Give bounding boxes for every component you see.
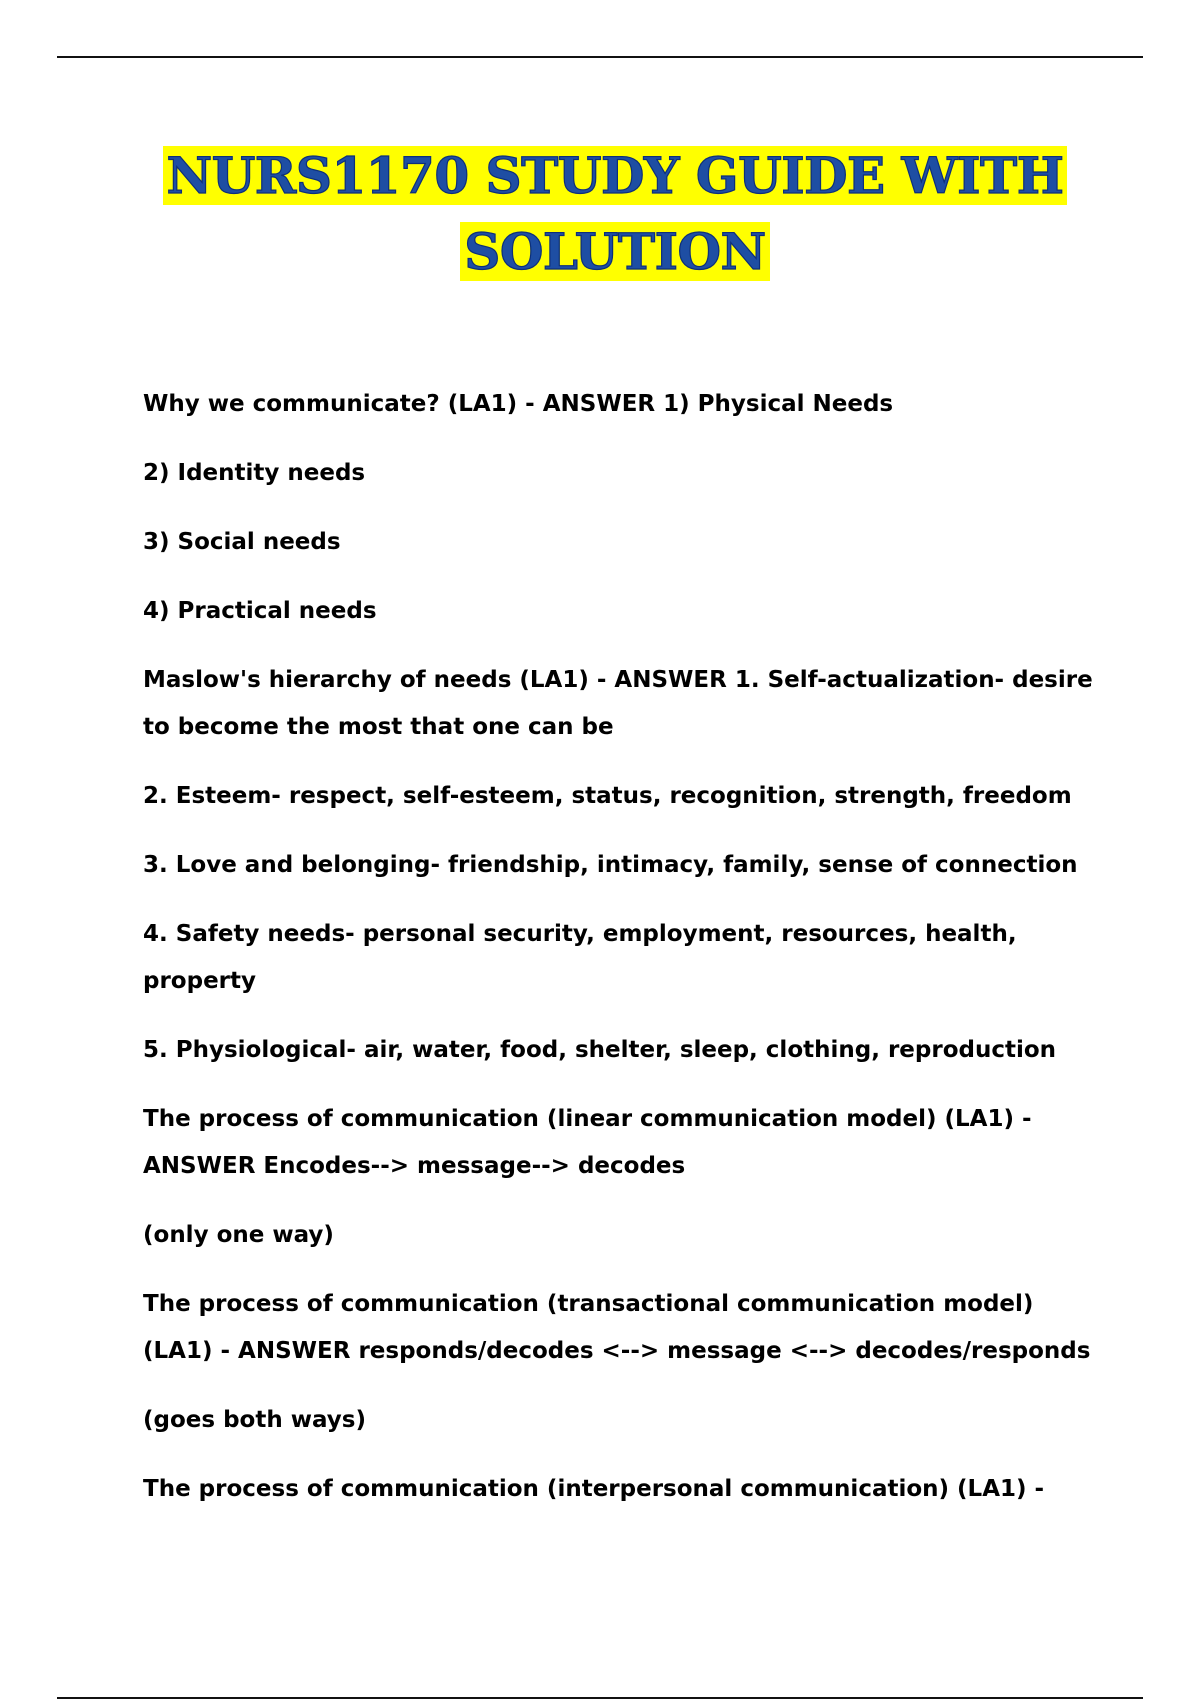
title-line-2: SOLUTION [460, 222, 770, 281]
paragraph: (only one way) [143, 1222, 334, 1248]
paragraph: 4. Safety needs- personal security, employment, resources, health, property [143, 921, 1017, 994]
title-line-1: NURS1170 STUDY GUIDE WITH [163, 146, 1068, 205]
paragraph: Maslow's hierarchy of needs (LA1) - ANSWER 1. Self-actualization- desire to become the most that one can be [143, 667, 1093, 740]
paragraph: 2) Identity needs [143, 460, 366, 486]
footer-rule [57, 1697, 1143, 1699]
paragraph: (goes both ways) [143, 1407, 366, 1433]
document-title [120, 138, 1110, 290]
paragraph: 3) Social needs [143, 529, 341, 555]
paragraph: 2. Esteem- respect, self-esteem, status, recognition, strength, freedom [143, 783, 1072, 809]
paragraph: 4) Practical needs [143, 598, 377, 624]
header-rule [57, 56, 1143, 58]
paragraph: The process of communication (linear communication model) (LA1) - ANSWER Encodes--> message--> decodes [143, 1106, 1032, 1179]
document-body [143, 381, 1103, 1535]
paragraph: The process of communication (interpersonal communication) (LA1) - [143, 1476, 1045, 1502]
paragraph: The process of communication (transactional communication model) (LA1) - ANSWER responds/decodes <--> message <--> decodes/responds [143, 1291, 1091, 1364]
paragraph: Why we communicate? (LA1) - ANSWER 1) Physical Needs [143, 391, 894, 417]
paragraph: 5. Physiological- air, water, food, shelter, sleep, clothing, reproduction [143, 1037, 1057, 1063]
paragraph: 3. Love and belonging- friendship, intimacy, family, sense of connection [143, 852, 1078, 878]
